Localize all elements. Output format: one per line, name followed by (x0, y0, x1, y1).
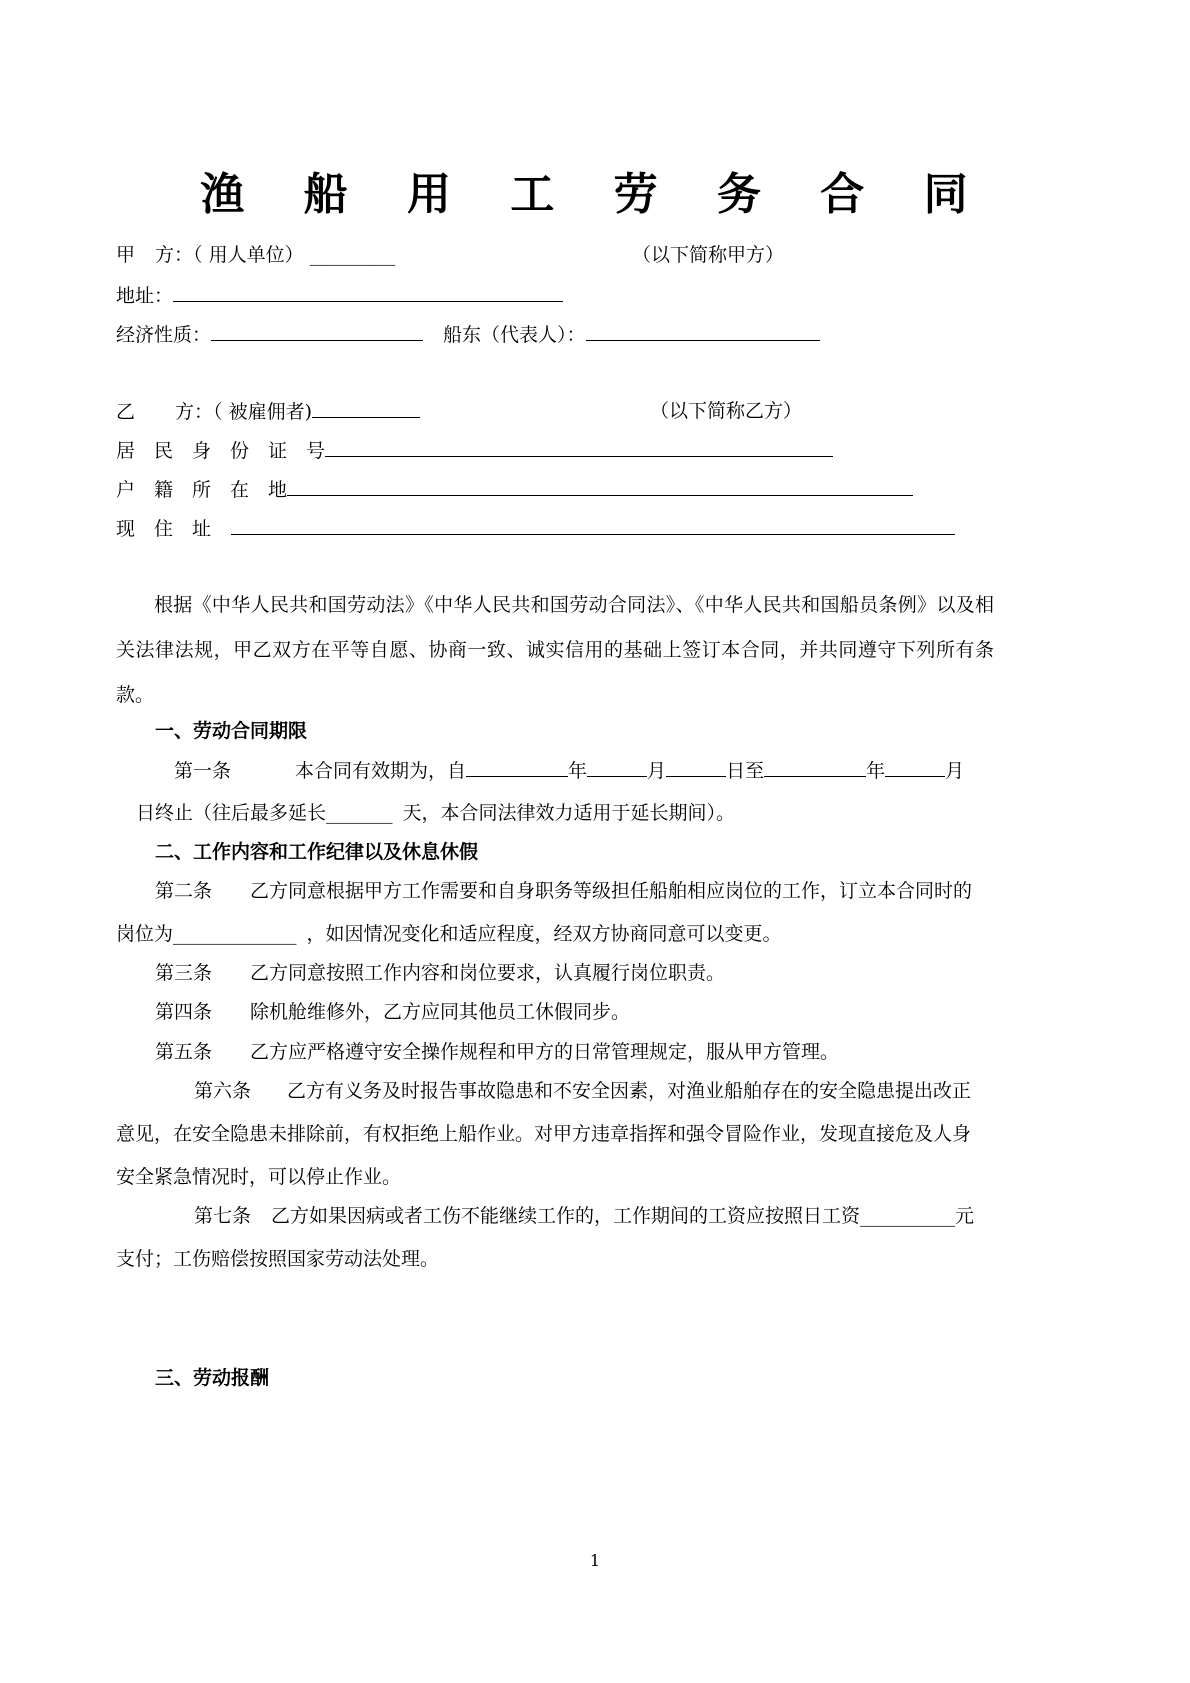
party-a-unit-blank[interactable]: _________ (309, 244, 396, 266)
article-4-label: 第四条 (155, 1001, 213, 1023)
page-number: 1 (589, 1551, 601, 1570)
party-b-employee-label: （ 被雇佣者) (213, 401, 312, 423)
party-a-jia: 甲 (116, 244, 136, 266)
article-2-text-b1: 岗位为 (116, 923, 174, 945)
article-5-label: 第五条 (155, 1041, 213, 1063)
article-6-line-2: 意见，在安全隐患未排除前，有权拒绝上船作业。对甲方违章指挥和强令冒险作业，发现直接危及人身 (116, 1123, 972, 1145)
party-a-owner-label: 船东（代表人）： (443, 324, 586, 346)
party-a-address-row (116, 283, 563, 308)
daily-wage-blank[interactable]: __________ (860, 1205, 956, 1227)
party-a-nature-field[interactable] (211, 322, 423, 341)
article-1-line-2 (136, 801, 735, 825)
article-2-label: 第二条 (155, 880, 213, 902)
party-b-fang: 方： (175, 401, 214, 423)
article-1-label: 第一条 (174, 760, 232, 782)
party-b-household-label: 户 籍 所 在 地 (116, 479, 288, 501)
party-b-id-label: 居 民 身 份 证 号 (116, 440, 326, 462)
party-b-residence-row (116, 516, 955, 541)
intro-paragraph: 根据《中华人民共和国劳动法》《中华人民共和国劳动合同法》、《中华人民共和国船员条例》以及相关法律法规，甲乙双方在平等自愿、协商一致、诚实信用的基础上签订本合同，并共同遵守下列所有条款。 (116, 594, 994, 706)
article-6-text-a: 乙方有义务及时报告事故隐患和不安全因素，对渔业船舶存在的安全隐患提出改正 (287, 1080, 972, 1102)
article-5 (155, 1040, 839, 1064)
party-b-name-field[interactable] (312, 399, 420, 418)
document-title: 渔 船 用 工 劳 务 合 同 (200, 169, 990, 220)
section-2-heading: 二、工作内容和工作纪律以及休息休假 (155, 841, 479, 863)
party-a-address-label: 地址： (116, 285, 174, 307)
end-year-unit: 年 (866, 760, 886, 782)
article-7-label: 第七条 (194, 1205, 252, 1227)
article-4-text: 除机舱维修外，乙方应同其他员工休假同步。 (250, 1001, 631, 1023)
party-a-fang: 方： (155, 244, 194, 266)
extension-days-blank[interactable]: _______ (326, 802, 393, 824)
start-day-unit: 日至 (726, 760, 765, 782)
party-a-short-name: （以下简称甲方） (632, 244, 785, 266)
start-month-unit: 月 (647, 760, 667, 782)
article-2-line-1 (155, 879, 972, 903)
article-6-line-1 (194, 1079, 971, 1103)
section-1-heading: 一、劳动合同期限 (155, 720, 308, 742)
party-a-nature-label: 经济性质： (116, 324, 212, 346)
party-b-id-row (116, 438, 833, 463)
end-month-unit: 月 (945, 760, 965, 782)
end-month-field[interactable] (885, 758, 945, 777)
article-1-line-1 (174, 758, 964, 783)
article-6-label: 第六条 (194, 1080, 252, 1102)
article-2-line-2 (116, 922, 782, 946)
party-a-address-field[interactable] (173, 283, 563, 302)
party-a-label (116, 243, 395, 267)
article-7-text-a: 乙方如果因病或者工伤不能继续工作的，工作期间的工资应按照日工资 (271, 1205, 861, 1227)
article-3 (155, 961, 725, 985)
party-a-unit-label: （ 用人单位） (193, 244, 304, 266)
position-blank[interactable]: _____________ (173, 923, 297, 945)
party-b-residence-field[interactable] (231, 516, 955, 535)
start-year-field[interactable] (466, 758, 568, 777)
party-b-household-field[interactable] (287, 477, 913, 496)
article-1-text-a: 本合同有效期为，自 (295, 760, 467, 782)
party-a-owner-field[interactable] (586, 322, 820, 341)
party-b-yi: 乙 (116, 401, 136, 423)
article-6-line-3: 安全紧急情况时，可以停止作业。 (116, 1166, 402, 1188)
party-a-nature-row (116, 322, 820, 347)
party-b-id-field[interactable] (325, 438, 833, 457)
end-year-field[interactable] (764, 758, 866, 777)
article-1-text-b1: 日终止（往后最多延长 (136, 802, 327, 824)
article-4 (155, 1000, 630, 1024)
party-b-household-row (116, 477, 913, 502)
article-1-text-b2: 天，本合同法律效力适用于延长期间）。 (402, 802, 736, 824)
start-month-field[interactable] (587, 758, 647, 777)
article-7-line-2: 支付；工伤赔偿按照国家劳动法处理。 (116, 1248, 440, 1270)
party-b-row (116, 399, 420, 424)
daily-wage-unit: 元 (955, 1205, 975, 1227)
start-year-unit: 年 (568, 760, 588, 782)
article-5-text: 乙方应严格遵守安全操作规程和甲方的日常管理规定，服从甲方管理。 (250, 1041, 840, 1063)
party-b-residence-label: 现 住 址 (116, 518, 212, 540)
party-b-short-name: （以下简称乙方） (650, 400, 803, 422)
start-day-field[interactable] (666, 758, 726, 777)
article-3-label: 第三条 (155, 962, 213, 984)
article-3-text: 乙方同意按照工作内容和岗位要求，认真履行岗位职责。 (250, 962, 726, 984)
article-2-text-b2: ，如因情况变化和适应程度，经双方协商同意可以变更。 (306, 923, 782, 945)
article-7-line-1 (194, 1204, 974, 1228)
section-3-heading: 三、劳动报酬 (155, 1367, 270, 1389)
article-2-text-a: 乙方同意根据甲方工作需要和自身职务等级担任船舶相应岗位的工作，订立本合同时的 (250, 880, 973, 902)
